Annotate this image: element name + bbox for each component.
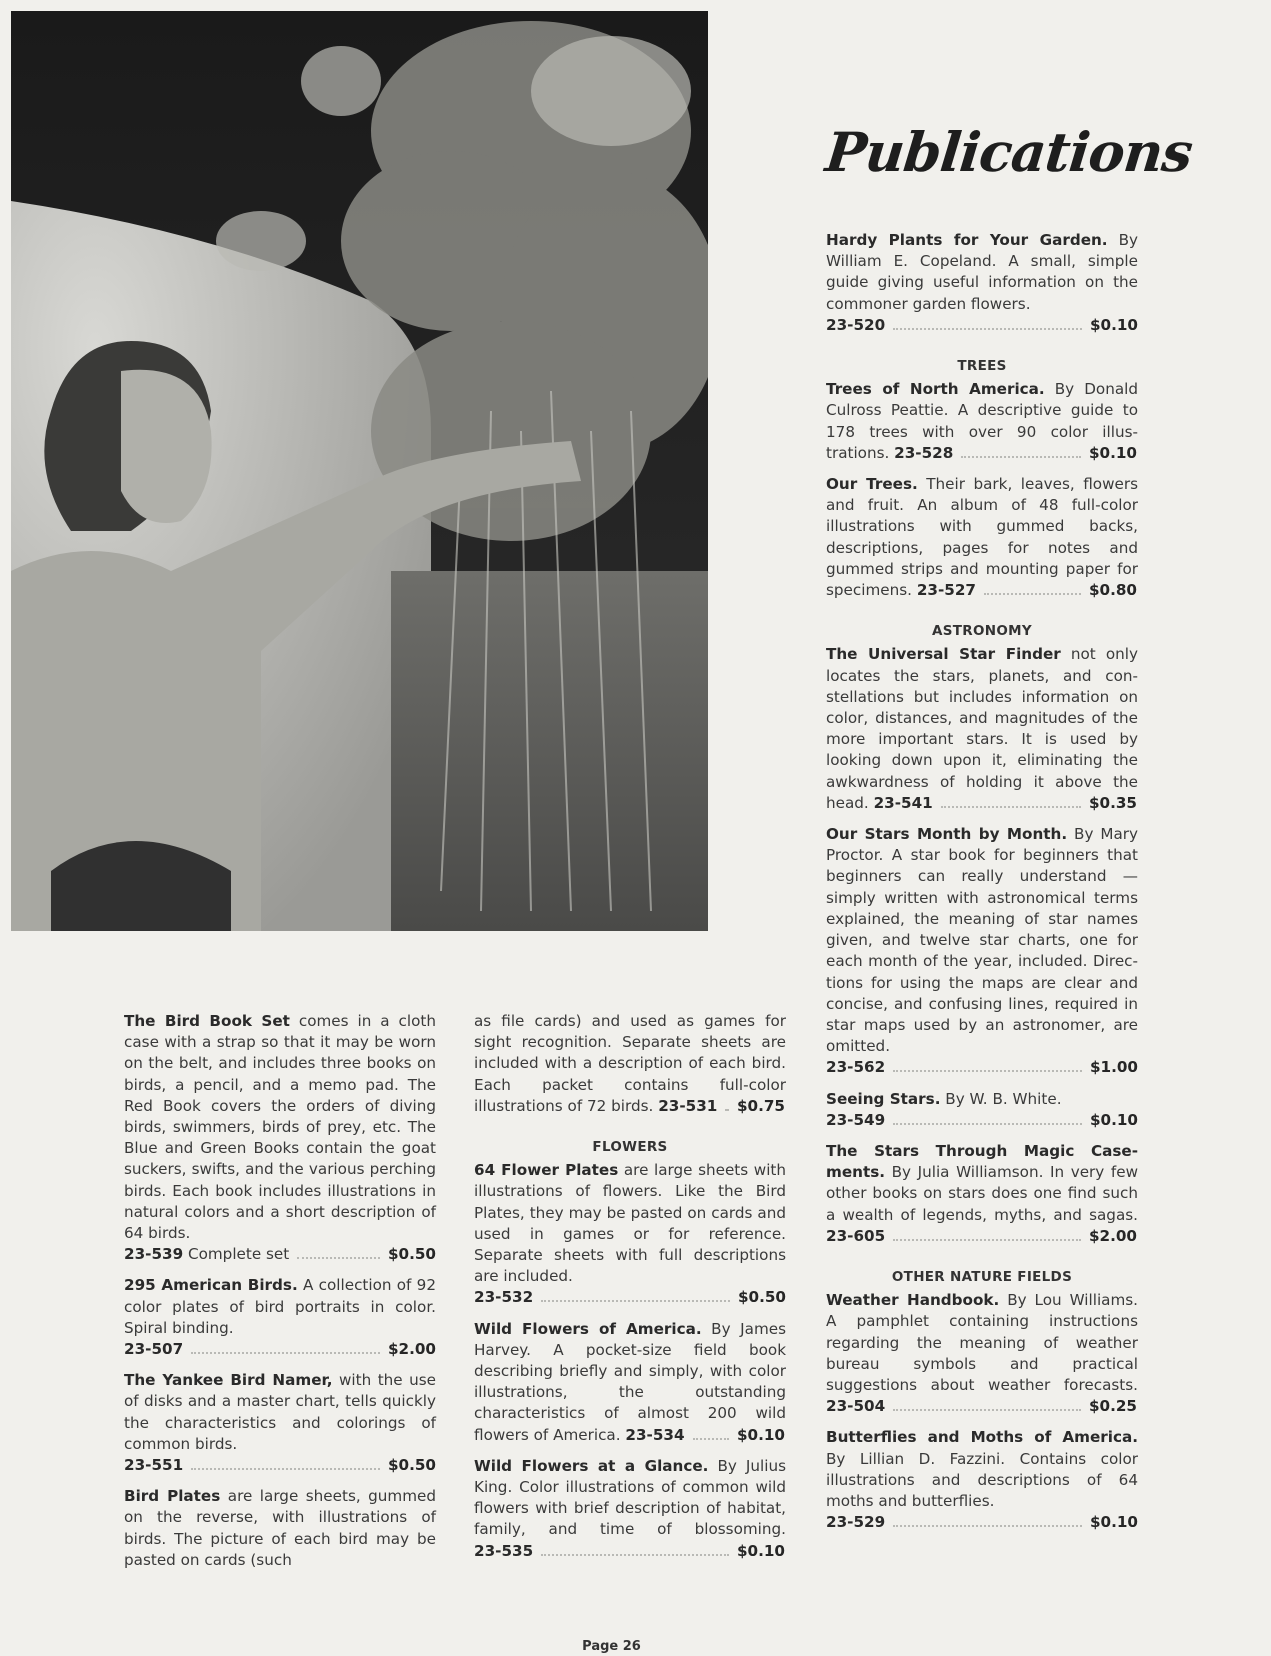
price-line [826, 1110, 1138, 1131]
entry-title: Our Stars Month by Month. [826, 825, 1068, 844]
entry-text [826, 474, 1138, 601]
price: $0.10 [736, 1541, 785, 1560]
catalog-number: 23-528 [894, 443, 954, 462]
price-line [917, 580, 1137, 601]
publication-entry [826, 824, 1138, 1078]
entry-description: as file cards) and used as games for sight recognition. Separate sheets are included with a description of each bird. Each packet contains full-color illustrations of 72 birds. [474, 1012, 786, 1115]
dot-leader [297, 1257, 380, 1259]
catalog-number: 23-541 [873, 793, 933, 812]
section-heading: TREES [957, 358, 1007, 375]
entry-text [124, 1486, 436, 1571]
page-number: Page 26 [582, 1639, 641, 1654]
publication-entry [826, 474, 1138, 601]
catalog-number: 23-531 [658, 1096, 718, 1115]
entry-description: By Julius King. Color illustrations of common wild flowers with brief description of habitat, family, and time of blossoming. [474, 1456, 786, 1539]
publication-entry [826, 1427, 1138, 1533]
publication-entry [826, 644, 1138, 814]
dot-leader [693, 1438, 729, 1440]
dot-leader [893, 1239, 1081, 1241]
dot-leader [893, 1070, 1082, 1072]
catalog-number: 23-535 [474, 1541, 534, 1560]
section-heading: ASTRONOMY [932, 623, 1032, 640]
price: $0.75 [736, 1096, 785, 1115]
catalog-number: 23-562 [826, 1058, 886, 1077]
entry-text [124, 1370, 436, 1455]
price: $0.50 [737, 1288, 786, 1307]
catalog-note: Complete set [183, 1245, 290, 1264]
entry-text [474, 1456, 786, 1562]
price-line [826, 315, 1138, 336]
entry-title: Butterflies and Moths of America. [826, 1428, 1138, 1447]
entry-description: By Donald Culross Peattie. A descriptive guide to 178 trees with over 90 color illustrations. [826, 380, 1138, 462]
entry-title: Wild Flowers of America. [474, 1319, 702, 1338]
price: $0.10 [1088, 443, 1137, 462]
price: $1.00 [1089, 1058, 1138, 1077]
price-line [874, 793, 1137, 814]
dot-leader [893, 1525, 1082, 1527]
price-line [658, 1096, 785, 1117]
entry-title: Our Trees. [826, 475, 918, 494]
entry-description: By Julia Williamson. In very few other books on stars does one find such a wealth of legends, myths, and sagas. [826, 1163, 1138, 1224]
publication-entry [474, 1160, 786, 1308]
price: $2.00 [1088, 1226, 1137, 1245]
publication-entry [124, 1486, 436, 1571]
dot-leader [961, 456, 1081, 458]
dot-leader [893, 1409, 1081, 1411]
entry-text [474, 1319, 786, 1446]
entry-text [826, 1427, 1138, 1512]
price-line [826, 1057, 1138, 1078]
entry-title: Weather Handbook. [826, 1291, 1000, 1310]
photo-girl-with-flowers [11, 11, 708, 931]
publication-entry [474, 1319, 786, 1446]
entry-description: are large sheets with illustrations of flowers. Like the Bird Plates, they may be pasted on cards and used in games or for reference. Separate sheets with full descriptions are included. [474, 1161, 786, 1286]
dot-leader [541, 1554, 729, 1556]
entry-text [826, 824, 1138, 1057]
entry-description: By Lou Williams. A pamphlet containing instructions regarding the meaning of weather bureau symbols and practical suggestions about weather forecasts. [826, 1291, 1139, 1394]
entry-title: The Universal Star Finder [826, 645, 1061, 664]
entry-title: The Bird Book Set [124, 1012, 290, 1030]
price: $0.35 [1088, 793, 1137, 812]
entry-text [826, 230, 1138, 315]
entry-text [474, 1011, 786, 1117]
publication-entry [826, 1290, 1138, 1417]
entry-description: comes in a cloth case with a strap so that it may be worn on the belt, and includes three books on birds, a pencil, and a memo pad. The Red Book covers the orders of diving birds, swimmers, birds of prey, etc. The Blue and Green Books contain the goat suckers, swifts, and the various perching birds. Each book includes illustrations in natural colors and a short description of 64 birds. [124, 1012, 436, 1243]
entry-text [124, 1011, 436, 1244]
entry-title: The Stars Through Magic Casements. [826, 1141, 1138, 1182]
entry-description: A collection of 92 color plates of bird portraits in color. Spiral binding. [124, 1276, 436, 1337]
dot-leader [191, 1468, 380, 1470]
price-line [826, 1512, 1138, 1533]
entry-title: Trees of North America. [826, 380, 1045, 399]
price-line [894, 443, 1137, 464]
page-title: Publications [822, 120, 1196, 184]
entry-description: with the use of disks and a master chart, tells quickly the characteristics and colorings of common birds. [124, 1371, 436, 1453]
entry-text [124, 1275, 436, 1339]
catalog-number: 23-507 [124, 1340, 184, 1359]
price: $0.50 [387, 1456, 436, 1475]
dot-leader [984, 593, 1081, 595]
publication-entry [826, 1089, 1138, 1131]
entry-text [826, 1141, 1138, 1247]
entry-title: Wild Flowers at a Glance. [474, 1456, 709, 1475]
photo-illustration [11, 11, 708, 931]
price-line [124, 1244, 436, 1265]
entry-title: 64 Flower Plates [474, 1161, 619, 1180]
entry-title: The Yankee Bird Namer, [124, 1371, 333, 1390]
dot-leader [941, 806, 1081, 808]
price-line [826, 1226, 1137, 1247]
publication-entry [826, 1141, 1138, 1247]
entry-text [826, 1089, 1138, 1110]
entry-text [826, 1290, 1138, 1417]
dot-leader [893, 328, 1082, 330]
dot-leader [725, 1109, 729, 1111]
entry-description: are large sheets, gummed on the reverse, with illustrations of birds. The picture of each bird may be pasted on cards (such [124, 1487, 437, 1569]
entry-description: By Lillian D. Fazzini. Contains color illustrations and descriptions of 64 moths and butterflies. [826, 1449, 1138, 1510]
entry-description: By James Harvey. A pocket-size field book describing briefly and simply, with color illustrations, the outstanding characteristics of almost 200 wild flowers of America. [474, 1319, 786, 1444]
dot-leader [893, 1123, 1082, 1125]
publication-entry [826, 230, 1138, 336]
publication-entry [474, 1456, 786, 1562]
price: $0.10 [1089, 315, 1138, 334]
catalog-number: 23-527 [916, 581, 976, 600]
entry-description: Their bark, leaves, flowers and fruit. An album of 48 full-color illustrations with gummed backs, descriptions, pages for notes and gummed strips and mounting paper for specimens. [826, 475, 1138, 600]
price-line [124, 1455, 436, 1476]
catalog-number: 23-605 [826, 1226, 886, 1245]
entry-description: By Mary Proctor. A star book for beginners that beginners can really understand — simply written with astronomical terms explained, the meaning of star names given, and twelve star charts, one for each month of the year, included. Directions for using the maps are clear and concise, and confusing lines, required in star maps used by an astronomer, are omitted. [826, 825, 1138, 1056]
entry-text [474, 1160, 786, 1287]
entry-title: Hardy Plants for Your Garden. [826, 231, 1108, 249]
publication-entry [124, 1370, 436, 1476]
catalog-number: 23-529 [826, 1513, 886, 1532]
price: $0.80 [1088, 581, 1137, 600]
price-line [474, 1541, 785, 1562]
column-left [124, 1011, 436, 1581]
price: $0.10 [1089, 1513, 1138, 1532]
entry-description: not only locates the stars, planets, and constellations but includes information on color, distances, and magnitudes of the more important stars. It is used by looking down upon it, eliminating the awkwardness of holding it above the head. [826, 645, 1138, 812]
price: $0.25 [1088, 1397, 1137, 1416]
section-heading: OTHER NATURE FIELDS [891, 1268, 1073, 1285]
price: $0.10 [1089, 1110, 1138, 1129]
price: $2.00 [387, 1340, 436, 1359]
publication-entry [826, 379, 1138, 464]
entry-title: 295 American Birds. [124, 1276, 298, 1295]
section-heading: FLOWERS [592, 1139, 668, 1156]
catalog-number: 23-534 [625, 1425, 685, 1444]
catalog-number: 23-532 [474, 1288, 534, 1307]
entry-description: By W. B. White. [940, 1089, 1062, 1108]
entry-title: Seeing Stars. [826, 1089, 941, 1108]
entry-description: By William E. Copeland. A small, simple guide giving useful information on the commoner garden flowers. [826, 231, 1138, 313]
publication-entry [124, 1011, 436, 1265]
catalog-number: 23-551 [124, 1456, 184, 1475]
entry-text [826, 379, 1138, 464]
price-line [826, 1396, 1137, 1417]
entry-title: Bird Plates [124, 1487, 221, 1506]
publication-entry [124, 1275, 436, 1360]
price-line [625, 1425, 785, 1446]
column-middle [474, 1011, 786, 1572]
dot-leader [191, 1352, 380, 1354]
entry-text [826, 644, 1138, 814]
catalog-number: 23-539 [124, 1245, 184, 1264]
price-line [124, 1339, 436, 1360]
catalog-number: 23-520 [826, 315, 886, 334]
publication-entry [474, 1011, 786, 1117]
catalog-number: 23-549 [826, 1110, 886, 1129]
price: $0.10 [736, 1425, 785, 1444]
catalog-number: 23-504 [826, 1397, 886, 1416]
dot-leader [541, 1300, 730, 1302]
price: $0.50 [387, 1245, 436, 1264]
column-right [826, 230, 1138, 1543]
price-line [474, 1287, 786, 1308]
